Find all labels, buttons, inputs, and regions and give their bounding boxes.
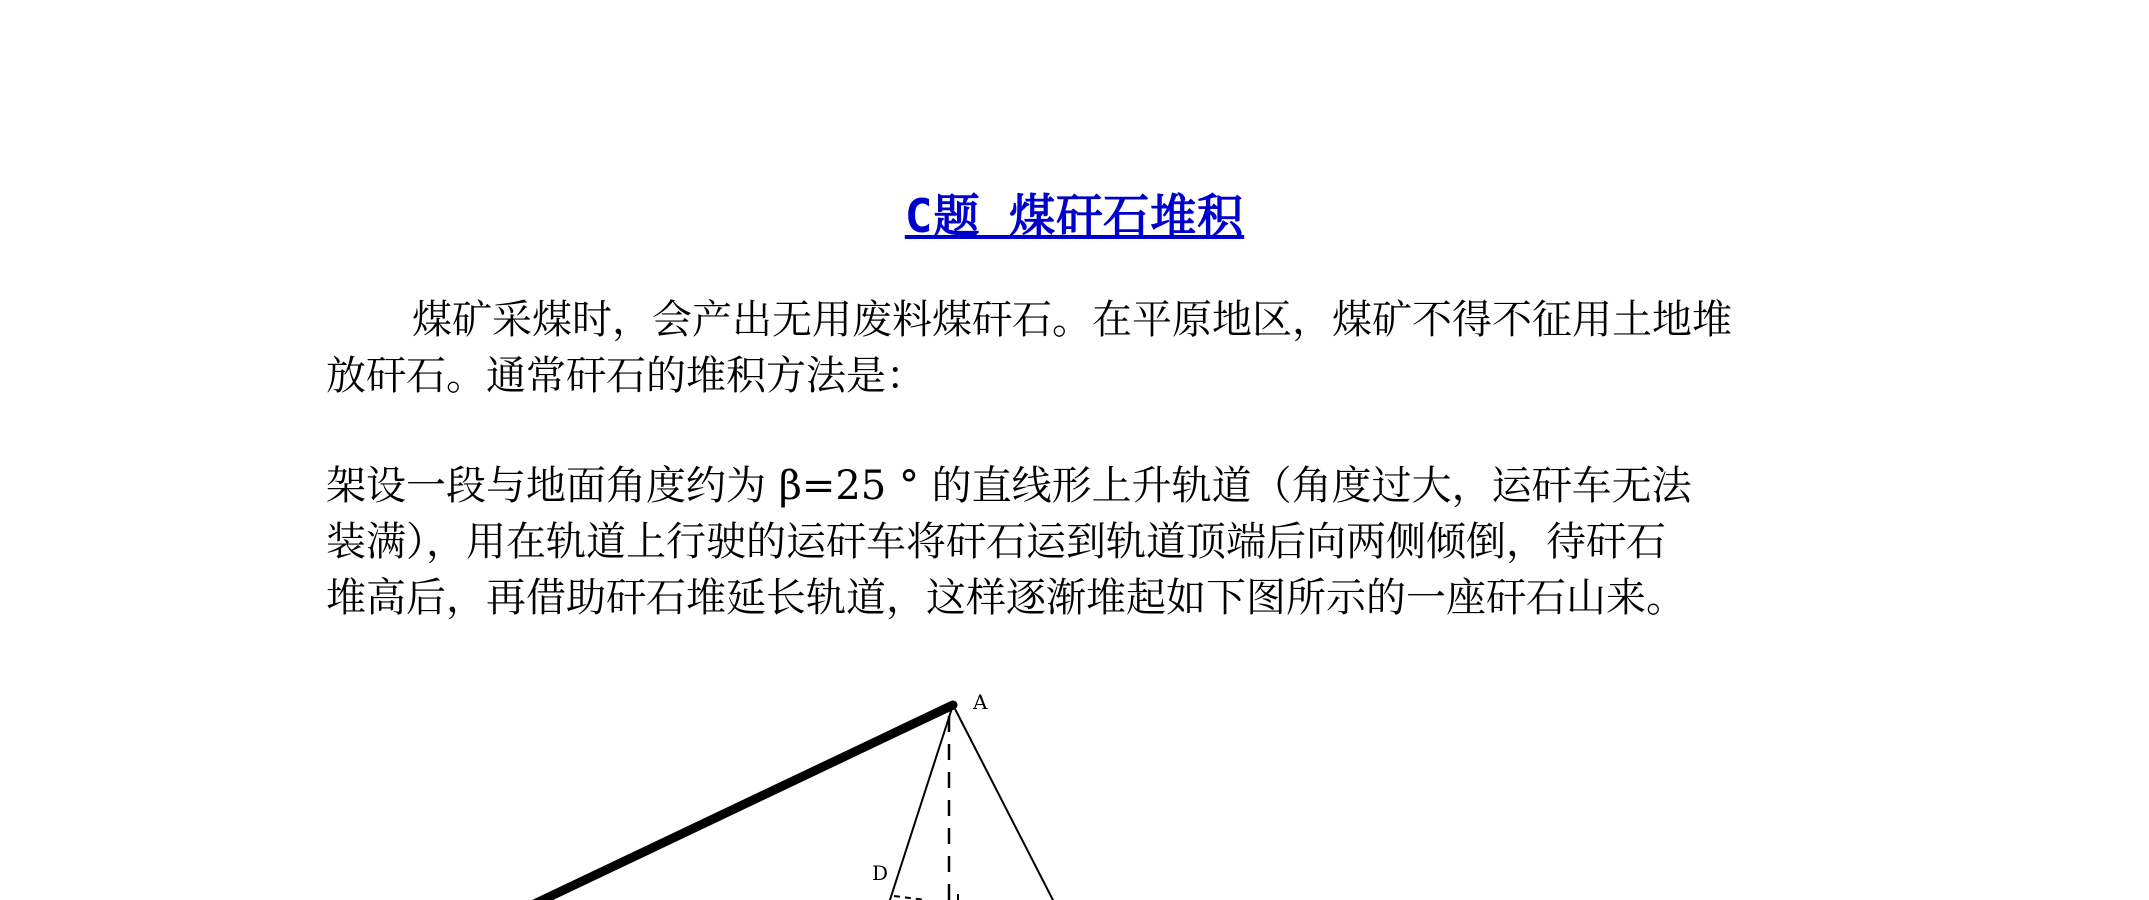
paragraph-intro bbox=[326, 292, 1846, 404]
label-d: D bbox=[872, 861, 889, 885]
paragraph-method bbox=[326, 458, 1846, 626]
paragraph-line: 煤矿采煤时，会产出无用废料煤矸石。在平原地区，煤矿不得不征用土地堆 bbox=[412, 297, 1732, 343]
paragraph-line: 堆高后，再借助矸石堆延长轨道，这样逐渐堆起如下图所示的一座矸石山来。 bbox=[326, 575, 1686, 621]
paragraph-line: 放矸石。通常矸石的堆积方法是： bbox=[326, 353, 926, 399]
gangue-pile-diagram bbox=[530, 680, 1130, 900]
label-a: A bbox=[973, 690, 988, 714]
document-title[interactable]: C题 煤矸石堆积 bbox=[904, 189, 1245, 243]
d-dashed-segment bbox=[894, 896, 926, 900]
pile-right-slope bbox=[953, 705, 1056, 900]
paragraph-line: 架设一段与地面角度约为 β=25 ° 的直线形上升轨道（角度过大，运矸车无法 bbox=[326, 463, 1692, 509]
rail-track-line bbox=[530, 705, 953, 900]
paragraph-line: 装满），用在轨道上行驶的运矸车将矸石运到轨道顶端后向两侧倾倒，待矸石 bbox=[326, 519, 1666, 565]
